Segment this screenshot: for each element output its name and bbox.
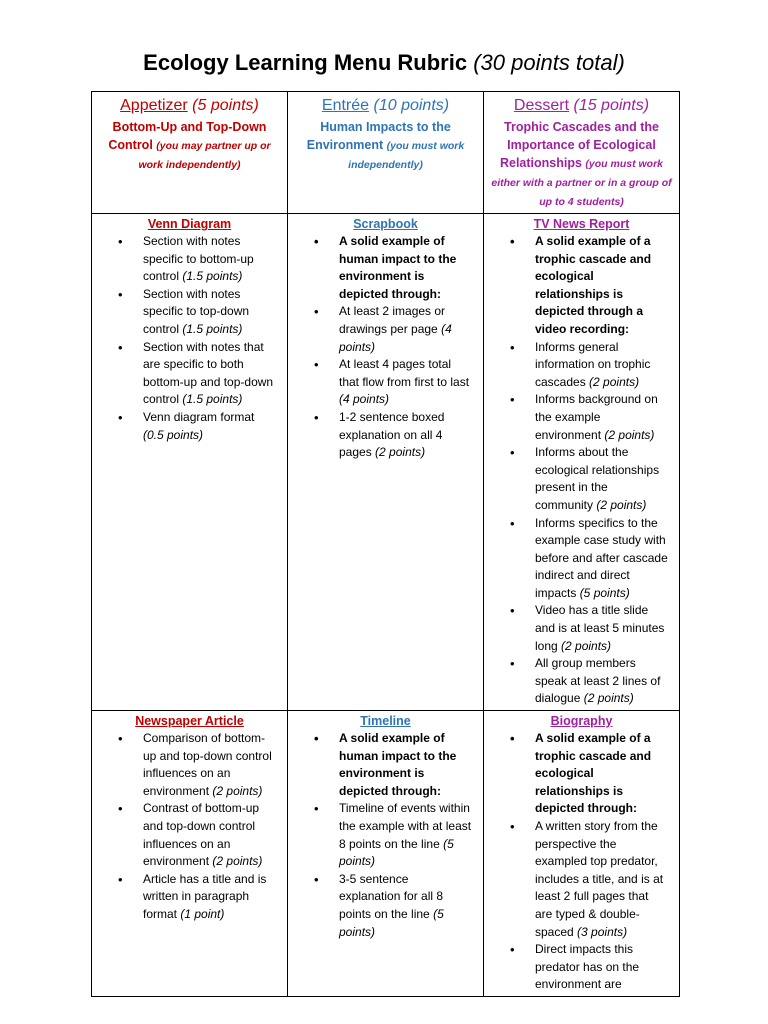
dessert-points: (15 points) xyxy=(573,97,650,114)
criteria-text: Informs general information on trophic cascades xyxy=(535,339,651,389)
criteria-points: (2 points) xyxy=(375,445,426,460)
dessert-name: Dessert xyxy=(513,97,570,114)
criteria-item xyxy=(294,303,477,356)
dessert-note: (you must work either with a partner or in a group of up to 4 students) xyxy=(491,158,672,208)
entree-topic: Human Impacts to the Environment xyxy=(306,120,451,152)
appetizer-name: Appetizer xyxy=(120,97,188,114)
option-cell xyxy=(92,711,288,997)
dessert-header xyxy=(484,92,680,214)
criteria-item xyxy=(98,286,281,339)
criteria-item xyxy=(294,800,477,870)
criteria-text: Section with notes specific to top-down control xyxy=(143,286,250,336)
criteria-item xyxy=(490,444,673,514)
criteria-item xyxy=(98,871,281,924)
criteria-item xyxy=(490,391,673,444)
appetizer-topic: Bottom-Up and Top-Down Control xyxy=(108,120,267,152)
header-row xyxy=(92,92,680,214)
criteria-text: A written story from the perspective the exampled top predator, includes a title, and is at least 2 full pages that are typed & double-spaced xyxy=(535,819,664,939)
criteria-text: Informs specifics to the example case study with before and after cascade indirect and direct impacts xyxy=(535,515,668,600)
criteria-points: (3 points) xyxy=(577,924,628,939)
option-cell xyxy=(484,214,680,711)
criteria-list xyxy=(98,730,281,924)
criteria-lead: • A solid example of human impact to the environment is depicted through: xyxy=(294,730,477,800)
appetizer-header xyxy=(92,92,288,214)
entree-points: (10 points) xyxy=(373,97,450,114)
page-title xyxy=(0,48,768,78)
criteria-item xyxy=(490,515,673,603)
criteria-points: (1.5 points) xyxy=(182,321,243,336)
criteria-item xyxy=(490,655,673,708)
criteria-item xyxy=(98,730,281,800)
criteria-points: (1.5 points) xyxy=(182,392,243,407)
criteria-text: Section with notes specific to bottom-up control xyxy=(143,234,254,284)
criteria-points: (2 points) xyxy=(212,854,263,869)
criteria-text: Section with notes that are specific to both bottom-up and top-down control xyxy=(143,339,274,407)
entree-header xyxy=(288,92,484,214)
option-cell xyxy=(92,214,288,711)
option-cell xyxy=(484,711,680,997)
option-cell xyxy=(288,711,484,997)
criteria-list xyxy=(490,730,673,994)
criteria-item xyxy=(294,871,477,941)
criteria-points: (5 points) xyxy=(339,836,454,869)
criteria-text: All group members speak at least 2 lines of dialogue xyxy=(535,656,661,706)
criteria-text: Article has a title and is written in paragraph format xyxy=(143,871,267,921)
criteria-text: 3-5 sentence explanation for all 8 points on the line xyxy=(339,871,444,921)
entree-name: Entrée xyxy=(321,97,370,114)
option-title: Biography xyxy=(550,714,613,729)
criteria-text: Video has a title slide and is at least 5 minutes long xyxy=(535,603,665,653)
criteria-points: (2 points) xyxy=(561,638,612,653)
criteria-item xyxy=(98,233,281,286)
criteria-text: Direct impacts this predator has on the environment are xyxy=(535,942,640,992)
criteria-points: (2 points) xyxy=(212,783,263,798)
criteria-points: (1 point) xyxy=(180,906,225,921)
criteria-points: (2 points) xyxy=(589,374,640,389)
criteria-item xyxy=(98,409,281,444)
page-title-main: Ecology Learning Menu Rubric xyxy=(143,50,468,75)
appetizer-note: (you may partner up or work independently) xyxy=(138,140,271,171)
criteria-item xyxy=(490,818,673,941)
dessert-topic: Trophic Cascades and the Importance of Ecological Relationships xyxy=(499,120,659,170)
criteria-lead: • A solid example of a trophic cascade and ecological relationships is depicted through a video recording: xyxy=(490,233,673,339)
entree-note: (you must work independently) xyxy=(348,140,465,171)
option-title: Scrapbook xyxy=(353,217,418,231)
criteria-item xyxy=(98,800,281,870)
criteria-text: At least 4 pages total that flow from first to last xyxy=(339,357,470,389)
criteria-points: (2 points) xyxy=(596,497,647,512)
rubric-table xyxy=(91,91,680,997)
criteria-text: Contrast of bottom-up and top-down control influences on an environment xyxy=(143,801,260,869)
criteria-text: Timeline of events within the example with at least 8 points on the line xyxy=(339,801,472,851)
criteria-text: Venn diagram format xyxy=(143,409,255,424)
criteria-list xyxy=(98,233,281,444)
option-title: TV News Report xyxy=(533,217,630,231)
criteria-points: (2 points) xyxy=(583,691,634,706)
option-row-2 xyxy=(92,711,680,997)
option-cell xyxy=(288,214,484,711)
option-row-1 xyxy=(92,214,680,711)
option-title: Newspaper Article xyxy=(135,714,244,729)
criteria-lead: • A solid example of a trophic cascade and ecological relationships is depicted through: xyxy=(490,730,673,818)
criteria-points: (4 points) xyxy=(339,392,390,407)
option-title: Venn Diagram xyxy=(147,217,232,231)
criteria-points: (2 points) xyxy=(604,427,655,442)
criteria-text: Informs about the ecological relationships present in the community xyxy=(535,445,660,512)
criteria-text: Comparison of bottom-up and top-down control influences on an environment xyxy=(143,731,272,798)
criteria-text: At least 2 images or drawings per page xyxy=(339,304,446,336)
criteria-item xyxy=(294,356,477,409)
criteria-points: (1.5 points) xyxy=(182,269,243,284)
criteria-points: (0.5 points) xyxy=(143,427,204,442)
criteria-text: 1-2 sentence boxed explanation on all 4 pages xyxy=(339,409,445,460)
criteria-points: (4 points) xyxy=(339,321,452,354)
criteria-item xyxy=(294,409,477,462)
criteria-item xyxy=(490,602,673,655)
criteria-points: (5 points) xyxy=(339,906,444,939)
criteria-lead: • A solid example of human impact to the environment is depicted through: xyxy=(294,233,477,303)
option-title: Timeline xyxy=(360,714,411,729)
criteria-item xyxy=(490,941,673,994)
criteria-item xyxy=(98,339,281,409)
criteria-item xyxy=(490,339,673,392)
criteria-text: Informs background on the example environment xyxy=(535,392,658,442)
page-title-points: (30 points total) xyxy=(473,50,625,75)
appetizer-points: (5 points) xyxy=(192,97,259,114)
criteria-list xyxy=(294,730,477,941)
criteria-list xyxy=(490,233,673,708)
criteria-points: (5 points) xyxy=(579,585,630,600)
criteria-list xyxy=(294,233,477,462)
